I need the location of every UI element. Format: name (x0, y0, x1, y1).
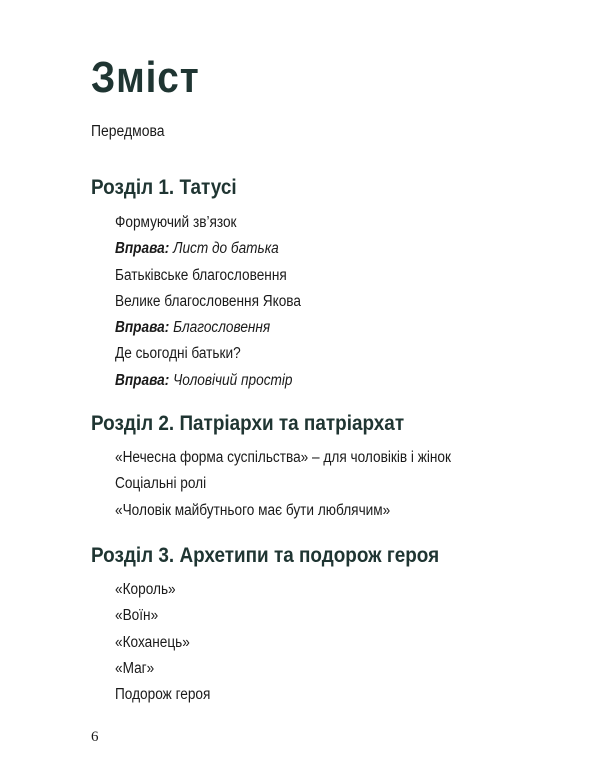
chapter-entries (91, 445, 571, 524)
entry-text: Велике благословення Якова (115, 292, 301, 310)
chapter-1 (91, 172, 571, 394)
toc-entry (115, 263, 516, 289)
exercise-title: Лист до батька (173, 240, 279, 258)
entry-text: Формуючий зв’язок (115, 214, 237, 231)
chapter-3 (91, 540, 571, 708)
chapter-title: Розділ 2. Патріархи та патріархат (91, 411, 405, 435)
entry-text: «Коханець» (115, 633, 190, 651)
exercise-title: Благословення (173, 319, 271, 337)
exercise-label: Вправа: (115, 240, 170, 258)
entry-text: Подорож героя (115, 686, 211, 704)
toc-entry (115, 630, 516, 656)
exercise-title: Чоловічий простір (173, 371, 293, 389)
toc-entry (115, 682, 516, 708)
entry-text: «Король» (115, 581, 176, 598)
toc-entry-preface: Передмова (91, 123, 165, 140)
exercise-label: Вправа: (115, 319, 170, 337)
toc-entry (115, 603, 516, 629)
toc-entry-exercise (115, 368, 516, 394)
toc-entry (115, 289, 516, 315)
entry-text: «Чоловік майбутнього має бути люблячим» (115, 501, 391, 519)
toc-entry-exercise (115, 236, 516, 262)
entry-text: «Нечесна форма суспільства» – для чоловіків і жінок (115, 449, 451, 466)
toc-entry (115, 341, 516, 367)
chapter-title: Розділ 1. Татусі (91, 175, 237, 199)
chapter-title: Розділ 3. Архетипи та подорож героя (91, 543, 440, 567)
entry-text: Батьківське благословення (115, 266, 287, 284)
exercise-label: Вправа: (115, 371, 170, 389)
toc-entry (115, 656, 516, 682)
chapter-2 (91, 408, 571, 524)
entry-text: Соціальні ролі (115, 475, 207, 493)
page-title: Зміст (91, 53, 200, 102)
toc-entry (115, 445, 516, 471)
entry-text: «Маг» (115, 659, 155, 677)
toc-entry (115, 498, 516, 524)
toc-entry (115, 210, 516, 236)
entry-text: Де сьогодні батьки? (115, 345, 241, 363)
toc-entry (115, 577, 516, 603)
toc-entry-exercise (115, 315, 516, 341)
chapter-entries (91, 577, 571, 708)
toc-entry (115, 471, 516, 497)
chapter-entries (91, 210, 571, 394)
entry-text: «Воїн» (115, 607, 159, 625)
page-number: 6 (91, 729, 99, 745)
